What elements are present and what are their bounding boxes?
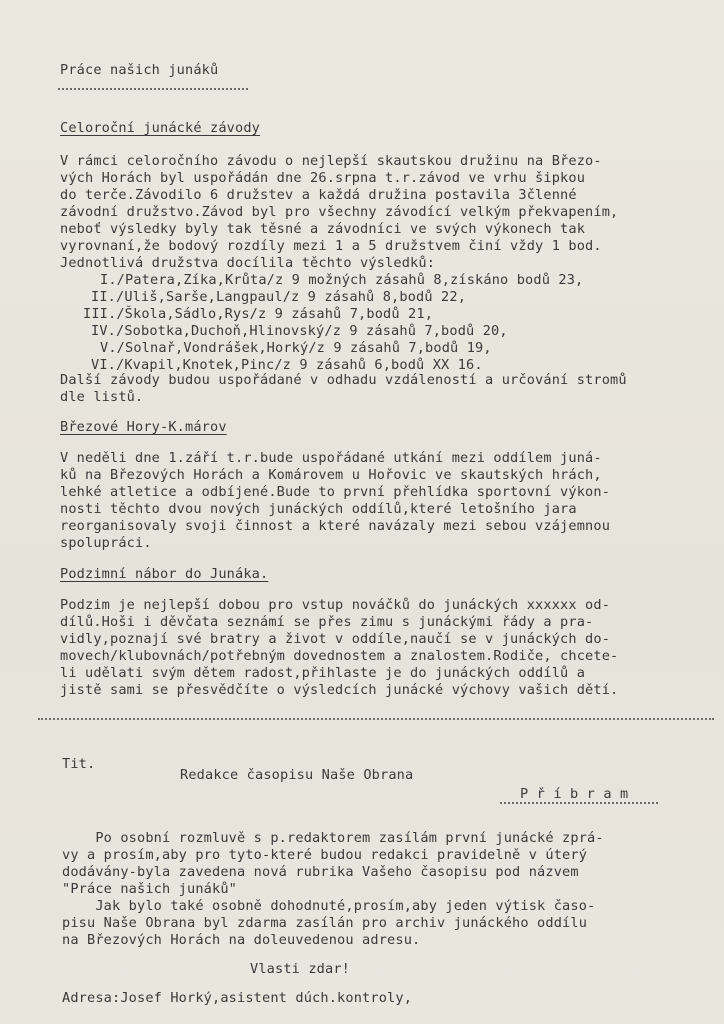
section2-line: reorganisovaly svoji činnost a které navázaly mezi sebou vzájemnou	[60, 518, 611, 534]
result-row: VI./Kvapil,Knotek,Pinc/z 9 zásahů 6,bodů XX 16.	[91, 357, 483, 373]
letter-body-line: dodávány-byla zavedena nová rubrika Vašeho časopisu pod názvem	[62, 864, 579, 880]
letter-city: P ř í b r a m	[520, 786, 629, 802]
result-row: IV./Sobotka,Duchoň,Hlinovský/z 9 zásahů 7,bodů 20,	[91, 323, 508, 339]
page-title: Práce našich junáků	[60, 62, 219, 78]
section3-line: movech/klubovnách/potřebným dovednostem a znalostem.Rodiče, chcete-	[60, 648, 619, 664]
section1-line: vyrovnaní,že bodový rozdíly mezi 1 a 5 družstvem činí vždy 1 bod.	[60, 238, 602, 254]
letter-body-line: Jak bylo také osobně dohodnuté,prosím,aby jeden výtisk časo-	[62, 898, 596, 914]
result-row: V./Solnař,Vondrášek,Horký/z 9 zásahů 7,bodů 19,	[100, 340, 492, 356]
section2-line: spolupráci.	[60, 535, 152, 551]
section1-closing: Další závody budou uspořádané v odhadu vzdáleností a určování stromů	[60, 372, 627, 388]
section3-line: jistě sami se přesvědčíte o výsledcích junácké výchovy vašich dětí.	[60, 682, 619, 698]
letter-recipient: Redakce časopisu Naše Obrana	[180, 767, 414, 783]
section1-line: závodní družstvo.Závod byl pro všechny závodící velkým překvapením,	[60, 204, 619, 220]
city-dotted-rule	[500, 802, 658, 804]
section2-line: V neděli dne 1.září t.r.bude uspořádané utkání mezi oddílem juná-	[60, 450, 602, 466]
section3-line: li udělati svým dětem radost,přihlaste je do junáckých oddílů a	[60, 665, 586, 681]
letter-body-line: "Práce našich junáků"	[62, 881, 238, 897]
section3-heading: Podzimní nábor do Junáka.	[60, 566, 269, 582]
separator-dotted-rule	[38, 718, 714, 720]
section2-line: lehké atletice a odbíjené.Bude to první přehlídka sportovní výkon-	[60, 484, 611, 500]
section2-line: ků na Březových Horách a Komárovem u Hořovic ve skautských hrách,	[60, 467, 602, 483]
section1-closing: dle listů.	[60, 389, 144, 405]
letter-body-line: Po osobní rozmluvě s p.redaktorem zasílám první junácké zprá-	[62, 830, 604, 846]
letter-greeting: Vlasti zdar!	[250, 961, 351, 977]
section1-line: Jednotlivá družstva docílila těchto výsledků:	[60, 255, 436, 271]
letter-salutation: Tit.	[62, 756, 96, 772]
result-row: I./Patera,Zíka,Krůta/z 9 možných zásahů 8,získáno bodů 23,	[100, 272, 584, 288]
letter-address: Adresa:Josef Horký,asistent dúch.kontroly,	[62, 990, 413, 1006]
letter-body-line: na Březových Horách na doleuvedenou adresu.	[62, 932, 421, 948]
section2-heading: Březové Hory-K.márov	[60, 419, 227, 435]
result-row: III./Škola,Sádlo,Rys/z 9 zásahů 7,bodů 21,	[83, 306, 434, 322]
section1-line: vých Horách byl uspořádán dne 26.srpna t.r.závod ve vrhu šipkou	[60, 170, 586, 186]
section3-line: vidly,poznají své bratry a život v oddíle,naučí se v junáckých do-	[60, 631, 611, 647]
section3-line: dílů.Hoši i děvčata seznámí se přes zimu s junáckými řády a pra-	[60, 614, 594, 630]
letter-body-line: vy a prosím,aby pro tyto-které budou redakci pravidelně v úterý	[62, 847, 588, 863]
section2-line: nosti těchto dvou nových junáckých oddílů,které letošního jara	[60, 501, 577, 517]
section1-line: do terče.Závodilo 6 družstev a každá družina postavila 3členné	[60, 187, 577, 203]
title-dotted-rule	[58, 88, 248, 90]
result-row: II./Uliš,Sarše,Langpaul/z 9 zásahů 8,bodů 22,	[91, 289, 467, 305]
section1-line: neboť výsledky byly tak těsné a závodníci ve svých výkonech tak	[60, 221, 586, 237]
section3-line: Podzim je nejlepší dobou pro vstup nováčků do junáckých xxxxxx od-	[60, 597, 611, 613]
section1-heading: Celoroční junácké závody	[60, 120, 261, 136]
section1-line: V rámci celoročního závodu o nejlepší skautskou družinu na Březo-	[60, 153, 602, 169]
letter-body-line: pisu Naše Obrana byl zdarma zasílán pro archiv junáckého oddílu	[62, 915, 588, 931]
